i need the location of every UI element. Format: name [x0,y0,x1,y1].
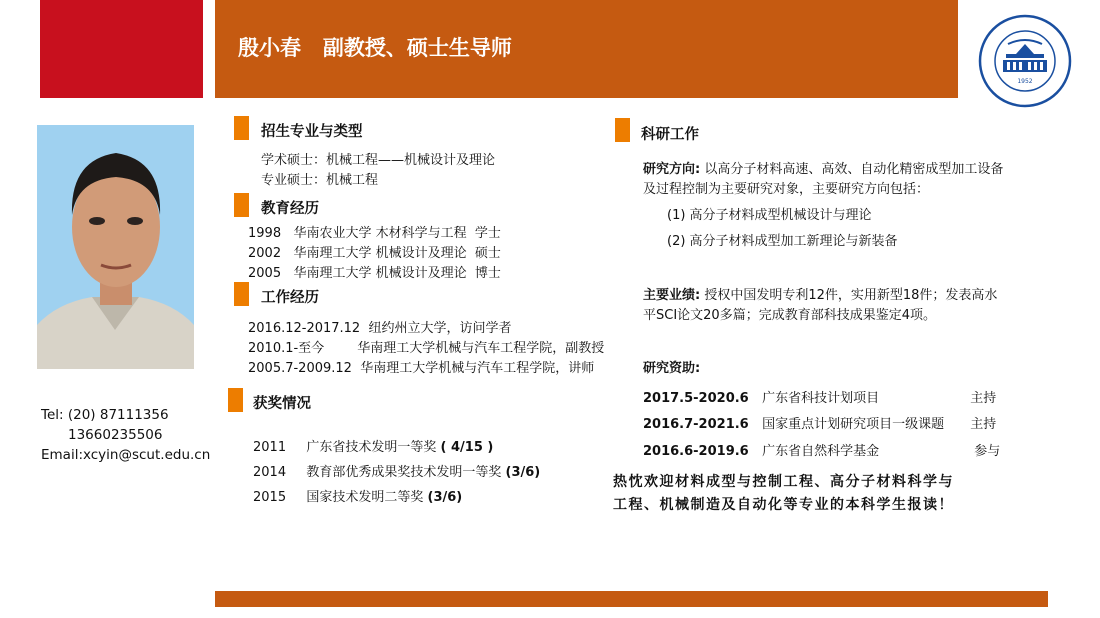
award-year: 2014 [253,465,287,480]
funding-row [643,440,1000,459]
work-line: 2016.12-2017.12 纽约州立大学，访问学者 [248,321,512,336]
research-topic: (1) 高分子材料成型机械设计与理论 [667,208,872,223]
funding-project: 广东省自然科学基金 [762,444,880,459]
slogan-line: 工程、机械制造及自动化等专业的本科学生报读！ [613,497,954,513]
achievements [643,286,997,306]
award-name: 教育部优秀成果奖技术发明一等奖 [306,465,502,480]
profile-photo [37,125,194,369]
research-direction [643,160,1003,180]
enrollment-line: 专业硕士：机械工程 [261,173,379,188]
funding-project: 国家重点计划研究项目一级课题 [762,417,945,432]
award-year: 2015 [253,490,287,505]
work-title: 工作经历 [261,290,319,306]
award-rank: (3/6) [427,490,463,505]
enrollment-title: 招生专业与类型 [261,124,363,140]
work-line: 2005.7-2009.12 华南理工大学机械与汽车工程学院，讲师 [248,361,595,376]
award-row [253,436,493,455]
funding-period: 2017.5-2020.6 [643,391,749,406]
contact-email: Email:xcyin@scut.edu.cn [41,447,211,463]
research-direction-text: 以高分子材料高速、高效、自动化精密成型加工设备 [704,162,1004,177]
funding-role: 主持 [970,417,997,432]
funding-role: 主持 [970,391,997,406]
award-year: 2011 [253,440,287,455]
award-row [253,461,540,480]
achievements-cont: 平SCI论文20多篇；完成教育部科技成果鉴定4项。 [643,308,936,323]
awards-title: 获奖情况 [253,396,311,412]
work-line: 2010.1-至今 华南理工大学机械与汽车工程学院，副教授 [248,341,605,356]
slogan-line: 热忱欢迎材料成型与控制工程、高分子材料科学与 [613,474,954,490]
education-line: 1998 华南农业大学 木材科学与工程 学士 [248,226,501,241]
university-logo [978,14,1072,108]
funding-label: 研究资助: [643,361,701,376]
award-row [253,486,462,505]
svg-text:1952: 1952 [1017,78,1033,85]
award-rank: ( 4/15 ) [440,440,494,455]
section-marker [615,118,630,142]
enrollment-line: 学术硕士：机械工程——机械设计及理论 [261,153,496,168]
achievements-text: 授权中国发明专利12件，实用新型18件；发表高水 [704,288,998,303]
funding-role: 参与 [974,444,1001,459]
education-title: 教育经历 [261,201,319,217]
contact-mobile: 13660235506 [68,427,163,443]
section-marker [234,193,249,217]
page-title: 殷小春 副教授、硕士生导师 [238,36,512,60]
funding-period: 2016.6-2019.6 [643,444,749,459]
education-line: 2005 华南理工大学 机械设计及理论 博士 [248,266,501,281]
research-direction-label: 研究方向: [643,162,701,177]
achievements-label: 主要业绩: [643,288,701,303]
section-marker [228,388,243,412]
award-rank: (3/6) [505,465,541,480]
award-name: 国家技术发明二等奖 [306,490,424,505]
footer-bar [215,591,1048,607]
contact-tel: Tel: (20) 87111356 [41,407,169,423]
header-red-block [40,0,203,98]
section-marker [234,282,249,306]
funding-row [643,387,996,406]
award-name: 广东省技术发明一等奖 [306,440,437,455]
contact-info [41,405,210,465]
section-marker [234,116,249,140]
research-title: 科研工作 [641,127,699,143]
funding-period: 2016.7-2021.6 [643,417,749,432]
research-topic: (2) 高分子材料成型加工新理论与新装备 [667,234,898,249]
funding-project: 广东省科技计划项目 [762,391,880,406]
research-direction-cont: 及过程控制为主要研究对象，主要研究方向包括： [643,182,930,197]
funding-row [643,413,996,432]
education-line: 2002 华南理工大学 机械设计及理论 硕士 [248,246,501,261]
